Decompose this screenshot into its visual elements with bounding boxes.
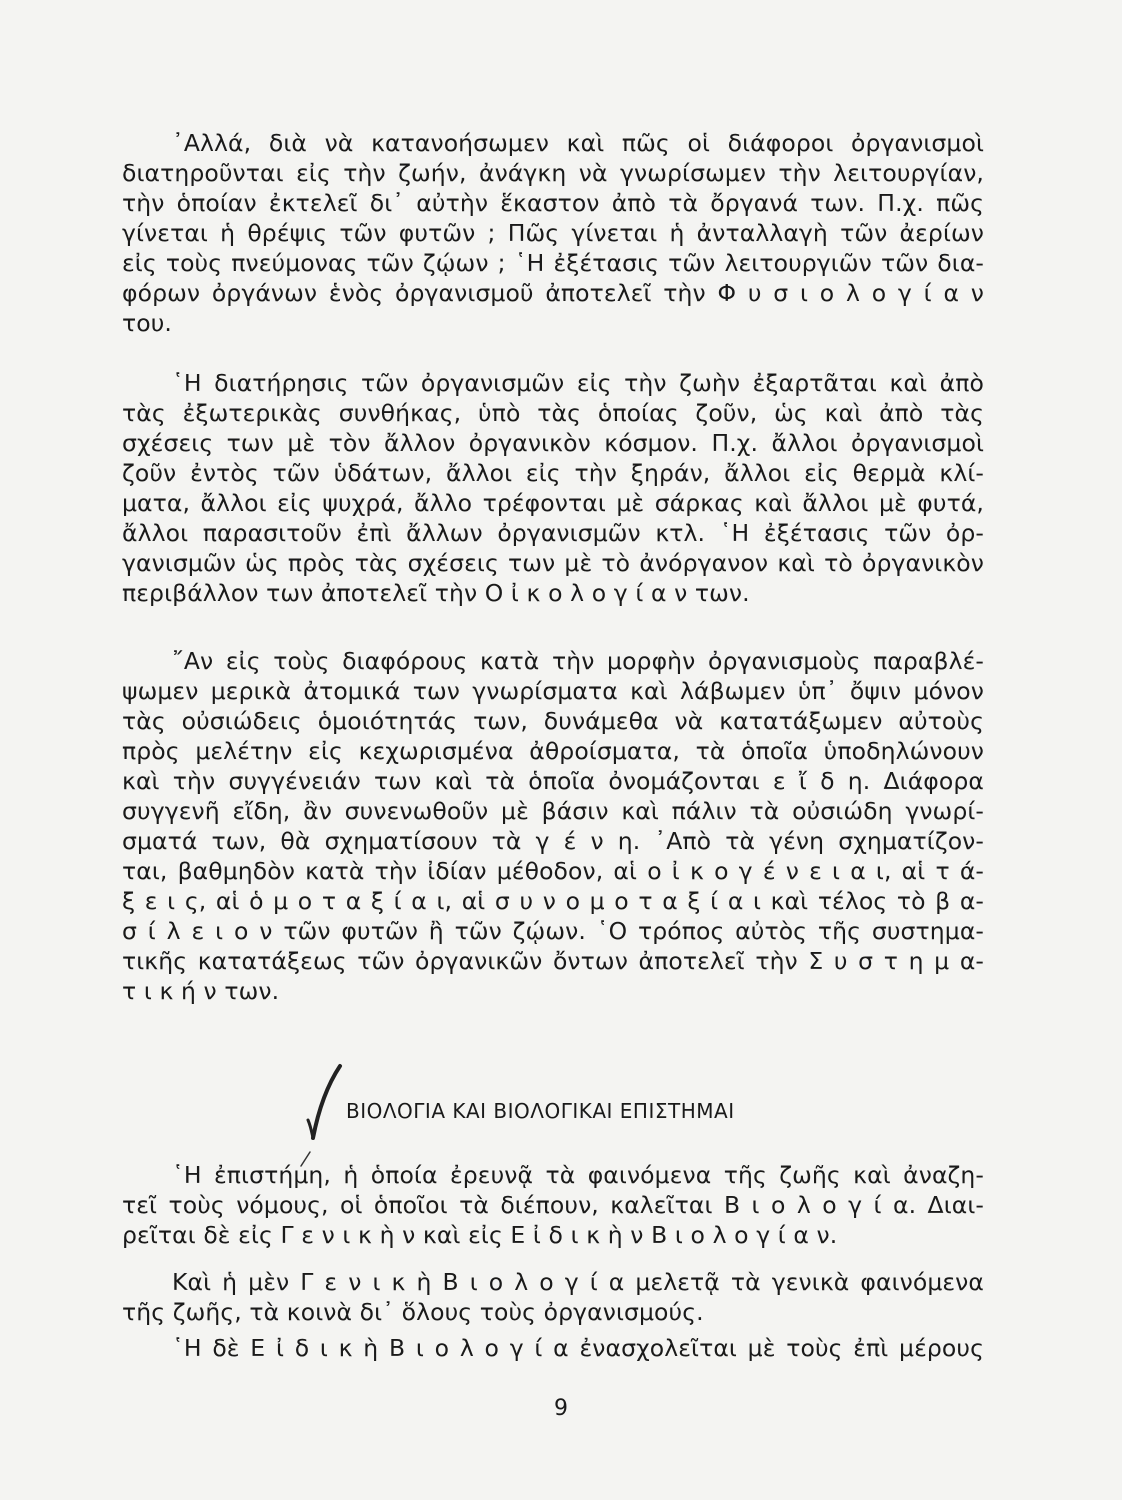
text-line: Καὶ ἡ μὲν Γ ε ν ι κ ὴ Β ι ο λ ο γ ί α μελετᾷ τὰ γενικὰ φαινόμενα — [172, 1268, 984, 1296]
text-line: πρὸς μελέτην εἰς κεχωρισμένα ἀθροίσματα, τὰ ὁποῖα ὑποδηλώνουν — [122, 737, 984, 765]
text-line: διατηροῦνται εἰς τὴν ζωήν, ἀνάγκη νὰ γνωρίσωμεν τὴν λειτουργίαν, — [122, 159, 984, 187]
text-line: σ ί λ ε ι ο ν τῶν φυτῶν ἢ τῶν ζῴων. ῾Ο τρόπος αὐτὸς τῆς συστημα- — [122, 917, 984, 945]
text-line: φόρων ὀργάνων ἑνὸς ὀργανισμοῦ ἀποτελεῖ τὴν Φ υ σ ι ο λ ο γ ί α ν — [122, 279, 984, 307]
text-line: ῾Η δὲ Ε ἰ δ ι κ ὴ Β ι ο λ ο γ ί α ἐνασχολεῖται μὲ τοὺς ἐπὶ μέρους — [172, 1334, 984, 1362]
text-line: συγγενῆ εἴδη, ἂν συνενωθοῦν μὲ βάσιν καὶ πάλιν τὰ οὐσιώδη γνωρί- — [122, 797, 984, 825]
text-line: ζοῦν ἐντὸς τῶν ὑδάτων, ἄλλοι εἰς τὴν ξηράν, ἄλλοι εἰς θερμὰ κλί- — [122, 459, 984, 487]
text-line: ᾿Αλλά, διὰ νὰ κατανοήσωμεν καὶ πῶς οἱ διάφοροι ὀργανισμοὶ — [172, 129, 984, 157]
text-line: ματα, ἄλλοι εἰς ψυχρά, ἄλλο τρέφονται μὲ σάρκας καὶ ἄλλοι μὲ φυτά, — [122, 489, 984, 517]
text-line: περιβάλλον των ἀποτελεῖ τὴν Ο ἰ κ ο λ ο γ ί α ν των. — [122, 579, 750, 607]
text-line: τεῖ τοὺς νόμους, οἱ ὁποῖοι τὰ διέπουν, καλεῖται Β ι ο λ ο γ ί α. Διαι- — [122, 1191, 984, 1219]
text-line: εἰς τοὺς πνεύμονας τῶν ζῴων ; ῾Η ἐξέτασις τῶν λειτουργιῶν τῶν δια- — [122, 249, 984, 277]
text-line: σχέσεις των μὲ τὸν ἄλλον ὀργανικὸν κόσμον. Π.χ. ἄλλοι ὀργανισμοὶ — [122, 429, 984, 457]
text-line: τὴν ὁποίαν ἐκτελεῖ δι᾿ αὐτὴν ἕκαστον ἀπὸ τὰ ὄργανά των. Π.χ. πῶς — [122, 189, 984, 217]
text-line: τῆς ζωῆς, τὰ κοινὰ δι᾿ ὅλους τοὺς ὀργανισμούς. — [122, 1298, 704, 1326]
text-line: ἄλλοι παρασιτοῦν ἐπὶ ἄλλων ὀργανισμῶν κτλ. ῾Η ἐξέτασις τῶν ὀρ- — [122, 519, 984, 547]
text-line: του. — [122, 309, 172, 337]
text-line: τὰς οὐσιώδεις ὁμοιότητάς των, δυνάμεθα νὰ κατατάξωμεν αὐτοὺς — [122, 707, 984, 735]
text-line: τ ι κ ή ν των. — [122, 977, 280, 1005]
text-line: ξ ε ι ς, αἱ ὁ μ ο τ α ξ ί α ι, αἱ σ υ ν ο μ ο τ α ξ ί α ι καὶ τέλος τὸ β α- — [122, 887, 984, 915]
text-line: ται, βαθμηδὸν κατὰ τὴν ἰδίαν μέθοδον, αἱ ο ἰ κ ο γ έ ν ε ι α ι, αἱ τ ά- — [122, 857, 984, 885]
section-heading: ΒΙΟΛΟΓΙΑ ΚΑΙ ΒΙΟΛΟΓΙΚΑΙ ΕΠΙΣΤΗΜΑΙ — [346, 1099, 735, 1123]
text-line: ῾Η ἐπιστήμη, ἡ ὁποία ἐρευνᾷ τὰ φαινόμενα τῆς ζωῆς καὶ ἀναζη- — [172, 1161, 984, 1189]
page-number: 9 — [554, 1396, 568, 1421]
text-line: ῎Αν εἰς τοὺς διαφόρους κατὰ τὴν μορφὴν ὀργανισμοὺς παραβλέ- — [172, 647, 984, 675]
text-line: καὶ τὴν συγγένειάν των καὶ τὰ ὁποῖα ὀνομάζονται ε ἴ δ η. Διάφορα — [122, 767, 984, 795]
text-line: γίνεται ἡ θρέψις τῶν φυτῶν ; Πῶς γίνεται ἡ ἀνταλλαγὴ τῶν ἀερίων — [122, 219, 984, 247]
text-line: σματά των, θὰ σχηματίσουν τὰ γ έ ν η. ᾿Απὸ τὰ γένη σχηματίζον- — [122, 827, 984, 855]
text-line: ῾Η διατήρησις τῶν ὀργανισμῶν εἰς τὴν ζωὴν ἐξαρτᾶται καὶ ἀπὸ — [172, 369, 984, 397]
text-line: ρεῖται δὲ εἰς Γ ε ν ι κ ὴ ν καὶ εἰς Ε ἰ δ ι κ ὴ ν Β ι ο λ ο γ ί α ν. — [122, 1221, 838, 1249]
text-line: γανισμῶν ὡς πρὸς τὰς σχέσεις των μὲ τὸ ἀνόργανον καὶ τὸ ὀργανικὸν — [122, 549, 984, 577]
text-line: τὰς ἐξωτερικὰς συνθήκας, ὑπὸ τὰς ὁποίας ζοῦν, ὡς καὶ ἀπὸ τὰς — [122, 399, 984, 427]
text-line: τικῆς κατατάξεως τῶν ὀργανικῶν ὄντων ἀποτελεῖ τὴν Σ υ σ τ η μ α- — [122, 947, 984, 975]
text-line: ψωμεν μερικὰ ἀτομικά των γνωρίσματα καὶ λάβωμεν ὑπ᾿ ὄψιν μόνον — [122, 677, 984, 705]
